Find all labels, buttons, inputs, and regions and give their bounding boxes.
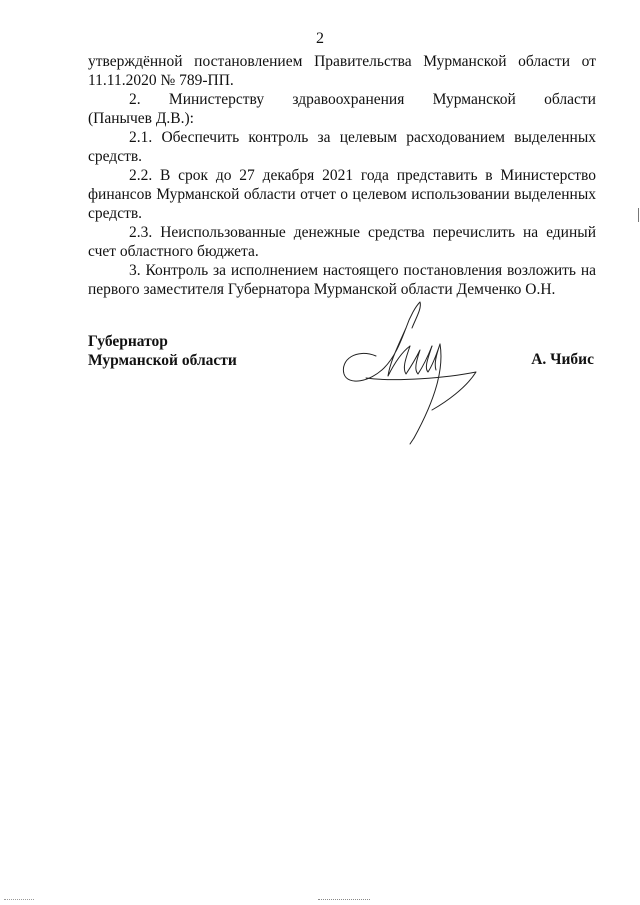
paragraph-line: (Панычев Д.В.): — [88, 110, 194, 127]
signatory-title-line: Мурманской области — [88, 352, 237, 369]
page-number: 2 — [316, 30, 324, 47]
handwritten-signature — [336, 298, 486, 448]
signatory-name: А. Чибис — [531, 351, 594, 368]
paragraph-line: 11.11.2020 № 789-ПП. — [88, 72, 234, 89]
word: области — [544, 91, 596, 108]
paragraph: 2.3. Неиспользованные денежные средства перечислить на единый счет областного бюджета. — [88, 224, 596, 260]
margin-mark — [638, 208, 639, 222]
word: Мурманской — [432, 91, 516, 108]
paragraph-line — [88, 90, 596, 109]
paragraph: 2.1. Обеспечить контроль за целевым расходованием выделенных средств. — [88, 129, 596, 165]
paragraph-line — [88, 52, 596, 71]
word: Министерству — [168, 91, 265, 108]
word: 2. — [129, 91, 141, 108]
signatory-title — [88, 332, 237, 370]
word: здравоохранения — [292, 91, 405, 108]
signatory-title-line: Губернатор — [88, 333, 168, 350]
paragraph: 2.2. В срок до 27 декабря 2021 года представить в Министерство финансов Мурманской области отчет о целевом использовании выделенных средств. — [88, 167, 596, 222]
footer-scan-mark — [4, 899, 34, 901]
document-body — [88, 52, 596, 299]
paragraph: 3. Контроль за исполнением настоящего постановления возложить на первого заместителя Губернатора Мурманской области Демченко О.Н. — [88, 262, 596, 298]
paragraph-text: утверждённой постановлением Правительства Мурманской области от — [88, 53, 596, 70]
footer-scan-mark — [318, 899, 370, 901]
